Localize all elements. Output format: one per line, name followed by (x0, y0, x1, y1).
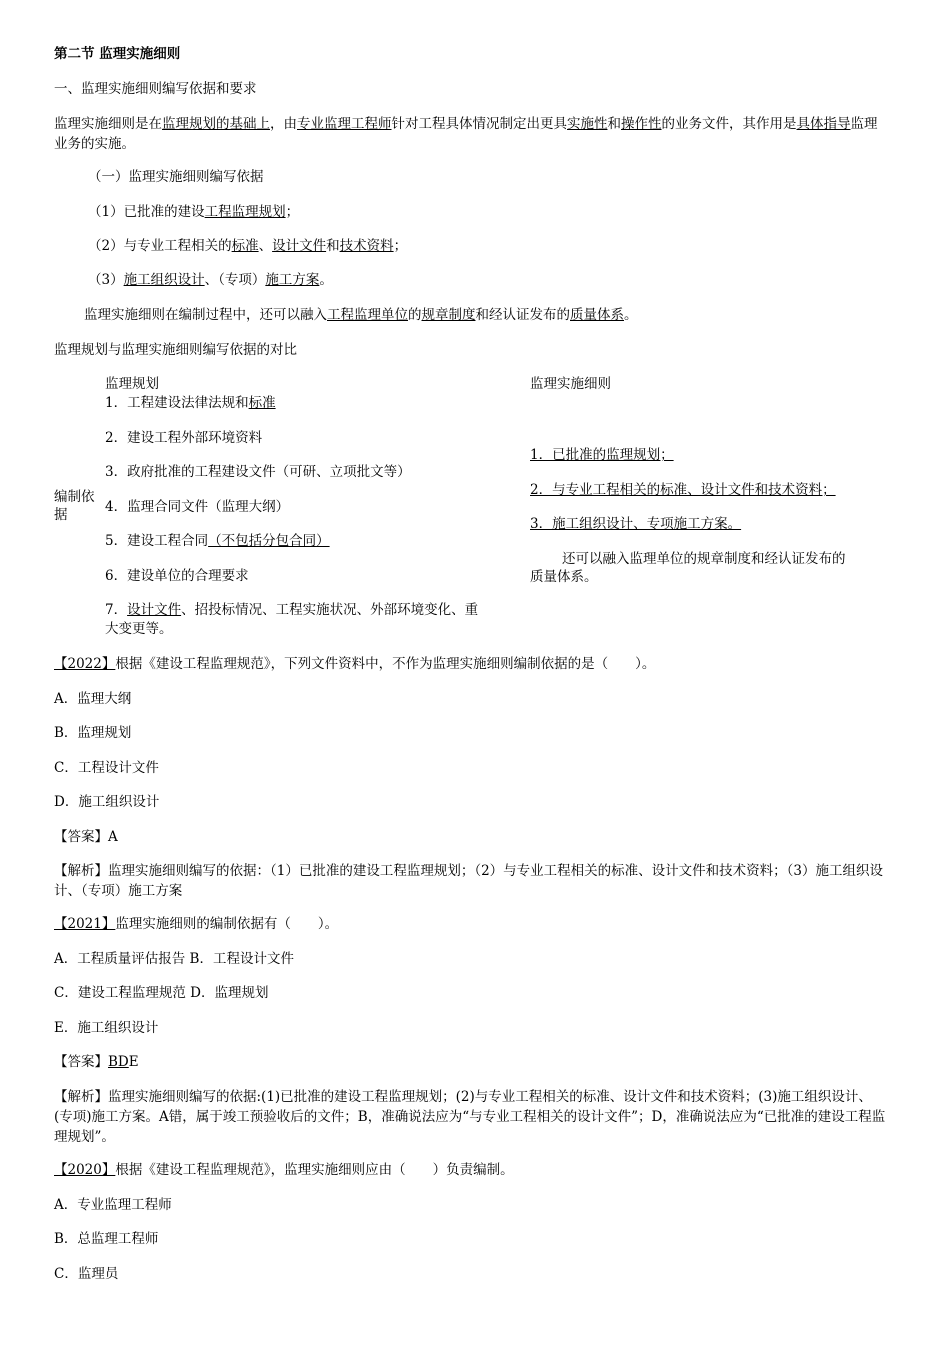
underlined-text: 规章制度 (421, 307, 476, 323)
text-run: 。 (624, 307, 638, 323)
text-run: （2）与专业工程相关的 (88, 238, 232, 254)
underlined-text: 设计文件 (127, 602, 182, 618)
detail-item: 2．与专业工程相关的标准、设计文件和技术资料； (530, 482, 836, 498)
text-run: 的 (408, 307, 422, 323)
option: C．工程设计文件 (54, 760, 159, 776)
text-run: 针对工程具体情况制定出更具 (391, 116, 567, 132)
plan-item (105, 394, 276, 412)
analysis: 【解析】监理实施细则编写的依据:(1)已批准的建设工程监理规划；(2)与专业工程相关的标准、设计文件和技术资料；(3)施工组织设计、(专项)施工方案。A错，属于竣工预验收后的文件；B，准确说法应为“与专业工程相关的设计文件”；D，准确说法应为“已批准的建设工程监理规划”。 (54, 1089, 886, 1145)
option: B．监理规划 (54, 725, 132, 741)
text-run: 2．建设工程外部环境资料 (105, 430, 263, 446)
text-run: 监理实施细则是在 (54, 116, 162, 132)
row-label-line-2: 据 (54, 507, 68, 523)
underlined-text: 实施性 (567, 116, 608, 132)
text-run: ； (285, 204, 300, 220)
plan-item-7-continuation: 大变更等。 (105, 621, 173, 637)
underlined-text: 专业监理工程师 (297, 116, 392, 132)
basis-heading: （一）监理实施细则编写依据 (88, 169, 264, 185)
text-run: 监理业务的实施。 (54, 116, 878, 152)
question-year: 【2020】 (54, 1162, 116, 1178)
underlined-text: 具体指导 (796, 116, 851, 132)
underlined-text: 监理规划的基础上 (162, 116, 270, 132)
plan-item (105, 498, 289, 516)
basis-item-2 (88, 237, 407, 255)
underlined-text: 技术资料 (339, 238, 394, 254)
answer-label: 【答案】 (54, 1054, 108, 1070)
basis-item-3 (88, 271, 333, 289)
text-run: 、（专项） (204, 272, 266, 288)
text-run: 和经认证发布的 (475, 307, 570, 323)
underlined-text: 施工组织设计 (123, 272, 205, 288)
text-run: 的业务文件，其作用是 (661, 116, 797, 132)
underlined-text: 工程监理单位 (327, 307, 408, 323)
answer-rest: E (128, 1054, 139, 1070)
intro-paragraph (54, 114, 889, 154)
detail-item: 1．已批准的监理规划； (530, 447, 674, 463)
text-run: 和 (607, 116, 621, 132)
option: A．工程质量评估报告 B．工程设计文件 (54, 951, 294, 967)
basis-item-1 (88, 203, 299, 221)
underlined-text: 工程监理规划 (204, 204, 286, 220)
text-run: 。 (319, 272, 333, 288)
question-year: 【2022】 (54, 656, 116, 672)
underlined-text: 施工方案 (265, 272, 320, 288)
underlined-text: 设计文件 (272, 238, 327, 254)
underlined-text: 标准 (248, 395, 276, 411)
analysis: 【解析】监理实施细则编写的依据：（1）已批准的建设工程监理规划；（2）与专业工程相关的标准、设计文件和技术资料；（3）施工组织设计、（专项）施工方案 (54, 863, 884, 899)
compare-title: 监理规划与监理实施细则编写依据的对比 (54, 342, 297, 358)
plan-item (105, 532, 330, 550)
text-run: ，由 (270, 116, 297, 132)
text-run: 6．建设单位的合理要求 (105, 568, 249, 584)
text-run: （1）已批准的建设 (88, 204, 205, 220)
text-run: 、 (258, 238, 273, 254)
col-header-detail: 监理实施细则 (530, 376, 611, 392)
text-run: 监理实施细则在编制过程中，还可以融入 (84, 307, 327, 323)
underlined-text: （不包括分包合同） (208, 533, 330, 549)
text-run: 7． (105, 602, 128, 618)
option: C．监理员 (54, 1266, 119, 1282)
heading-basis-requirements: 一、监理实施细则编写依据和要求 (54, 81, 257, 97)
question-stem: 根据《建设工程监理规范》，监理实施细则应由（ ）负责编制。 (115, 1162, 514, 1178)
text-run: 、招投标情况、工程实施状况、外部环境变化、重 (181, 602, 479, 618)
question-2021 (54, 915, 338, 933)
detail-note-line-1: 还可以融入监理单位的规章制度和经认证发布的 (562, 551, 846, 567)
answer: 【答案】A (54, 829, 118, 845)
question-2020 (54, 1161, 514, 1179)
col-header-plan: 监理规划 (105, 376, 159, 392)
option: C．建设工程监理规范 D．监理规划 (54, 985, 269, 1001)
detail-item: 3．施工组织设计、专项施工方案。 (530, 516, 742, 532)
question-year: 【2021】 (54, 916, 116, 932)
text-run: （3） (88, 272, 124, 288)
underlined-text: 操作性 (621, 116, 662, 132)
text-run: 5．建设工程合同 (105, 533, 209, 549)
option: A．专业监理工程师 (54, 1197, 172, 1213)
underlined-text: 质量体系 (570, 307, 624, 323)
text-run: 和 (326, 238, 340, 254)
text-run: ； (393, 238, 408, 254)
section-title: 第二节 监理实施细则 (54, 46, 181, 62)
text-run: 3．政府批准的工程建设文件（可研、立项批文等） (105, 464, 411, 480)
answer (54, 1053, 139, 1071)
text-run: 1．工程建设法律法规和 (105, 395, 249, 411)
option: A．监理大纲 (54, 691, 132, 707)
question-stem: 根据《建设工程监理规范》，下列文件资料中，不作为监理实施细则编制依据的是（ ）。 (115, 656, 656, 672)
plan-item (105, 567, 249, 585)
question-stem: 监理实施细则的编制依据有（ ）。 (115, 916, 339, 932)
answer-underlined: BD (108, 1054, 129, 1070)
plan-item (105, 463, 411, 481)
option: D．施工组织设计 (54, 794, 160, 810)
option: B．总监理工程师 (54, 1231, 159, 1247)
text-run: 4．监理合同文件（监理大纲） (105, 499, 290, 515)
underlined-text: 标准 (231, 238, 259, 254)
plan-item (105, 429, 262, 447)
row-label-line-1: 编制依 (54, 489, 95, 505)
merge-note (84, 306, 638, 324)
option: E．施工组织设计 (54, 1020, 159, 1036)
detail-note-line-2: 质量体系。 (530, 569, 598, 585)
plan-item (105, 601, 478, 619)
question-2022 (54, 655, 655, 673)
